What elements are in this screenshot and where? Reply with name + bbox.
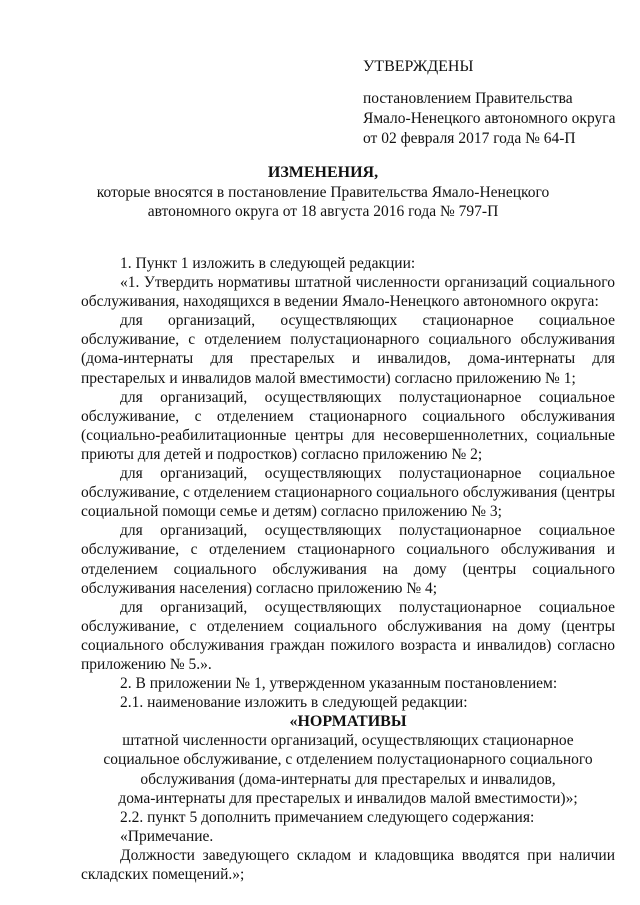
- list-item-appendix-1: для организаций, осуществляющих стационарное социальное обслуживание, с отделением полустационарного социального обслуживания (дома-интернаты для престарелых и инвалидов, дома-интернаты для престарелых и инвалидов малой вместимости) согласно приложению № 1;: [81, 312, 615, 387]
- document-title: ИЗМЕНЕНИЯ,: [267, 164, 379, 181]
- document-body: [81, 254, 615, 884]
- norms-title: «НОРМАТИВЫ: [289, 713, 407, 731]
- approval-line: Ямало-Ненецкого автономного округа: [363, 110, 616, 127]
- document-subtitle-line: автономного округа от 18 августа 2016 года № 797-П: [147, 203, 499, 220]
- paragraph-2-1: 2.1. наименование изложить в следующей редакции:: [120, 694, 468, 712]
- paragraph-1-text: «1. Утвердить нормативы штатной численности организаций социального обслуживания, находящихся в ведении Ямало-Ненецкого автономного округа:: [81, 274, 615, 311]
- norms-title-line: штатной численности организаций, осуществляющих стационарное: [122, 732, 574, 750]
- list-item-appendix-3: для организаций, осуществляющих полустационарное социальное обслуживание, с отделением стационарного социального обслуживания (центры социальной помощи семье и детям) согласно приложению № 3;: [81, 465, 615, 521]
- document-subtitle-line: которые вносятся в постановление Правительства Ямало-Ненецкого: [96, 183, 550, 201]
- list-item-appendix-5: для организаций, осуществляющих полустационарное социальное обслуживание, с отделением социального обслуживания на дому (центры социального обслуживания граждан пожилого возраста и инвалидов) согласно приложению № 5.».: [81, 598, 615, 673]
- approval-line: постановлением Правительства: [363, 90, 573, 107]
- paragraph-2-2: 2.2. пункт 5 дополнить примечанием следующего содержания:: [120, 808, 535, 826]
- norms-title-line: дома-интернаты для престарелых и инвалидов малой вместимости)»;: [118, 789, 578, 807]
- list-item-appendix-4: для организаций, осуществляющих полустационарное социальное обслуживание, с отделением стационарного социального обслуживания и отделением социального обслуживания на дому (центры социального обслуживания населения) согласно приложению № 4;: [81, 522, 615, 597]
- approval-stamp: [363, 57, 616, 149]
- approval-line: от 02 февраля 2017 года № 64-П: [363, 130, 576, 147]
- document-title-block: [0, 163, 640, 222]
- norms-title-line: социальное обслуживание, с отделением полустационарного социального: [103, 751, 593, 769]
- list-item-appendix-2: для организаций, осуществляющих полустационарное социальное обслуживание, с отделением стационарного социального обслуживания (социально-реабилитационные центры для несовершеннолетних, социальные приюты для детей и подростков) согласно приложению № 2;: [81, 388, 615, 463]
- note-text: Должности заведующего складом и кладовщика вводятся при наличии складских помещений.»;: [81, 846, 615, 883]
- paragraph-1: 1. Пункт 1 изложить в следующей редакции:: [120, 255, 416, 272]
- norms-title-line: обслуживания (дома-интернаты для престарелых и инвалидов,: [140, 770, 556, 788]
- paragraph-2: 2. В приложении № 1, утвержденном указанным постановлением:: [120, 675, 558, 693]
- note-title: «Примечание.: [120, 827, 214, 845]
- approval-heading: УТВЕРЖДЕНЫ: [363, 58, 474, 75]
